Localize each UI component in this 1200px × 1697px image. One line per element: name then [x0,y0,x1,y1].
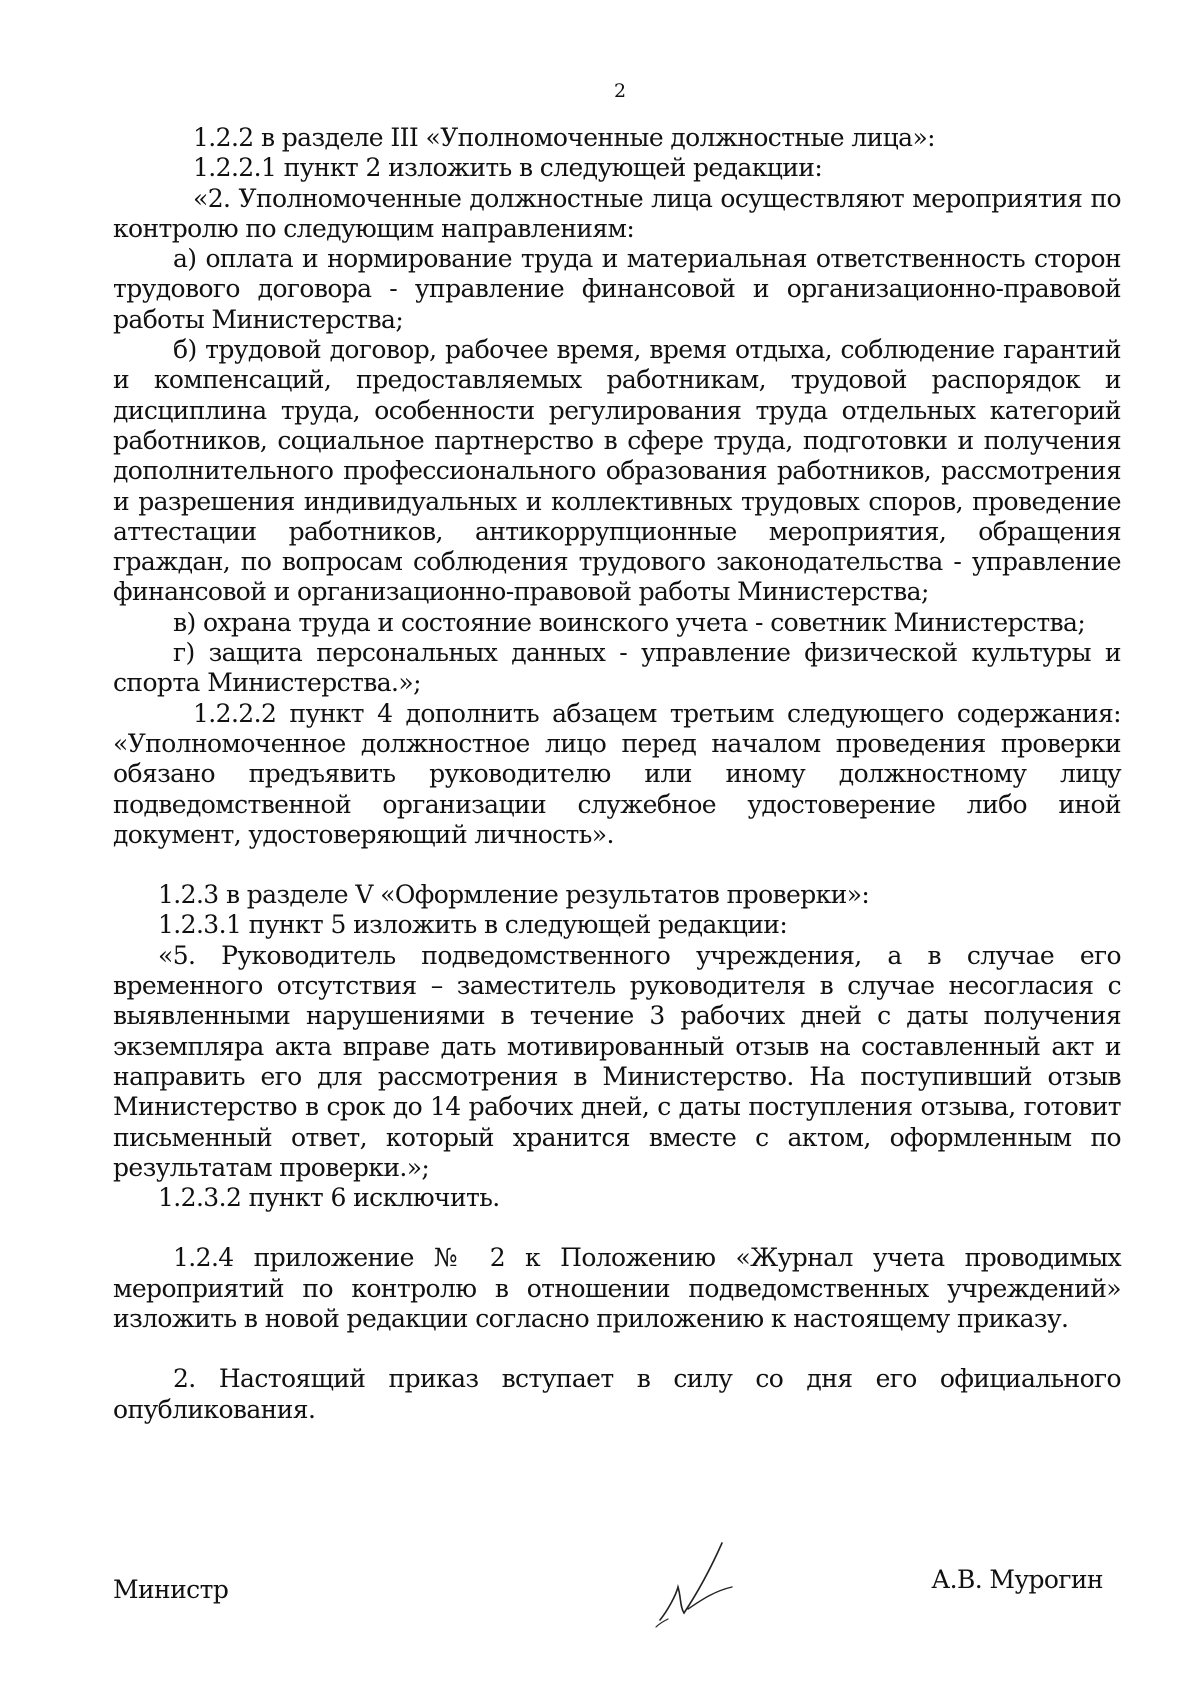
item-2-intro: «2. Уполномоченные должностные лица осуществляют мероприятия по контролю по следующим направлениям: [113,183,1121,243]
signature-block [113,1565,1103,1625]
document-body [113,123,1121,1425]
section-1-2-4: 1.2.4 приложение № 2 к Положению «Журнал учета проводимых мероприятий по контролю в отношении подведомственных учреждений» изложить в новой редакции согласно приложению к настоящему приказу. [113,1243,1121,1333]
item-5-text: «5. Руководитель подведомственного учреждения, а в случае его временного отсутствия – заместитель руководителя в случае несогласия с выявленными нарушениями в течение 3 рабочих дней с даты получения экземпляра акта вправе дать мотивированный отзыв на составленный акт и направить его для рассмотрения в Министерство. На поступивший отзыв Министерство в срок до 14 рабочих дней, с даты поступления отзыва, готовит письменный ответ, который хранится вместе с актом, оформленным по результатам проверки.»; [113,940,1121,1182]
section-1-2-3-2: 1.2.3.2 пункт 6 исключить. [158,1183,500,1213]
section-1-2-3-heading: 1.2.3 в разделе V «Оформление результатов проверки»: [158,880,870,910]
section-1-2-2-1: 1.2.2.1 пункт 2 изложить в следующей редакции: [193,153,823,183]
page-number: 2 [613,80,627,102]
section-1-2-2-heading: 1.2.2 в разделе III «Уполномоченные должностные лица»: [193,123,935,152]
signatory-title: Министр [113,1575,229,1604]
section-2-effective-date: 2. Настоящий приказ вступает в силу со дня его официального опубликования. [113,1364,1121,1424]
item-2-g: г) защита персональных данных - управление физической культуры и спорта Министерства.»; [113,638,1121,698]
item-2-b: б) трудовой договор, рабочее время, время отдыха, соблюдение гарантий и компенсаций, предоставляемых работникам, трудовой распорядок и дисциплина труда, особенности регулирования труда отдельных категорий работников, социальное партнерство в сфере труда, подготовки и получения дополнительного профессионального образования работников, рассмотрения и разрешения индивидуальных и коллективных трудовых споров, проведение аттестации работников, антикоррупционные мероприятия, обращения граждан, по вопросам соблюдения трудового законодательства - управление финансовой и организационно-правовой работы Министерства; [113,335,1121,607]
section-1-2-3-1: 1.2.3.1 пункт 5 изложить в следующей редакции: [158,910,788,940]
item-2-v: в) охрана труда и состояние воинского учета - советник Министерства; [173,607,1086,637]
item-2-a: а) оплата и нормирование труда и материальная ответственность сторон трудового договора - управление финансовой и организационно-правовой работы Министерства; [113,244,1121,334]
handwritten-signature [648,1525,748,1635]
signatory-name: А.В. Мурогин [931,1565,1103,1594]
section-1-2-2-2: 1.2.2.2 пункт 4 дополнить абзацем третьим следующего содержания: «Уполномоченное должностное лицо перед началом проведения проверки обязано предъявить руководителю или иному должностному лицу подведомственной организации служебное удостоверение либо иной документ, удостоверяющий личность». [113,698,1121,849]
